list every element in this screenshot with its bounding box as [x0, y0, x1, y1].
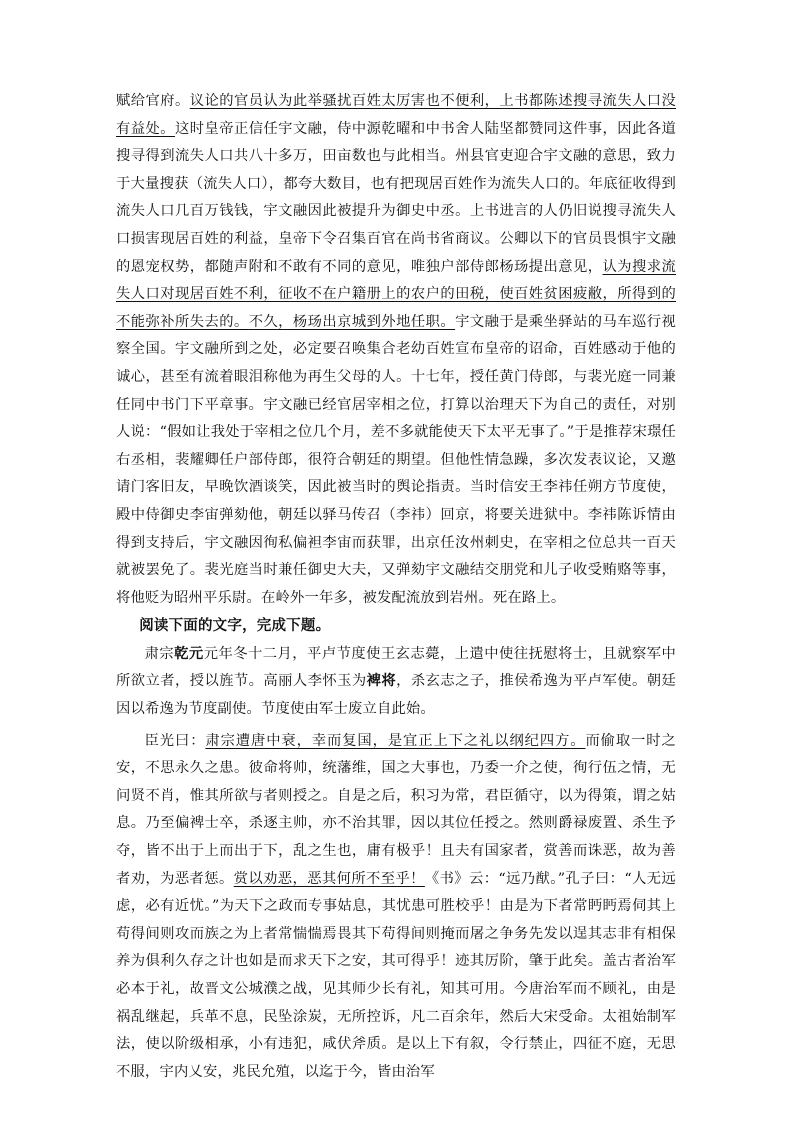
bold-term-pijiang: 裨将: [366, 673, 397, 690]
underlined-sentence-4: 肃宗遭唐中衰，幸而复国，是宜正上下之礼以纲纪四方。: [205, 732, 586, 749]
bold-term-qianyuan: 乾元: [174, 645, 204, 662]
text-run: 臣光曰：: [144, 732, 206, 749]
underlined-sentence-3: 不久，杨玚出京城到外地任职。: [248, 313, 456, 330]
text-run: 肃宗: [144, 645, 175, 662]
text-run: 元年冬十二月，平卢节度使王玄志薨，上遣中使往抚慰将士，且就察军中所欲立者，授以旌节。高丽人李怀玉为: [116, 645, 676, 690]
translation-paragraph: [116, 88, 676, 612]
underlined-sentence-5: 赏以劝恶，恶其何所不至乎！: [233, 870, 425, 887]
underlined-sentence-1: 议论的官员认为此举骚扰百姓太厉害也不便利，上书都陈述搜寻流失人口没有益处。: [116, 93, 676, 137]
underlined-sentence-2: 认为搜求流失人口对现居百姓不利，征收不在户籍册上的农户的田税，使百姓贫困疲敝，所得到的不能弥补所失去的。: [116, 258, 677, 330]
text-run: 赋给官府。: [116, 93, 190, 109]
classical-paragraph-1: [116, 641, 676, 724]
text-run: 《书》云：“远乃猷。”孔子曰：“人无远虑，必有近忧。”为天下之政而专事姑息，其忧患可胜校乎！由是为下者常眄眄焉伺其上苟得间则攻而族之为上者常惴惴焉畏其下苟得间则掩而屠之争务先发以逞其志非有相保养为俱利久存之计也如是而求天下之安，其可得乎！迹其厉阶，肇于此矣。盖古者治军必本于礼，故晋文公城濮之战，见其师少长有礼，知其可用。今唐治军而不顾礼，由是祸乱继起，兵革不息，民坠涂炭，无所控诉，凡二百余年，然后大宋受命。太祖始制军法，使以阶级相承，小有违犯，咸伏斧质。是以上下有叙，令行禁止，四征不庭，无思不服，宇内乂安，兆民允殖，以迄于今，皆由治军: [116, 870, 676, 1080]
text-run: 宇文融于是乘坐驿站的马车巡行视察全国。宇文融所到之处，必定要召唤集合老幼百姓宣布皇帝的诏命，百姓感动于他的诚心，甚至有流着眼泪称他为再生父母的人。十七年，授任黄门侍郎，与裴光庭一同兼任同中书门下平章事。宇文融已经官居宰相之位，打算以治理天下为自己的责任，对别人说：“假如让我处于宰相之位几个月，差不多就能使天下太平无事了。”于是推荐宋璟任右丞相，裴耀卿任户部侍郎，很符合朝廷的期望。但他性情急躁，多次发表议论，又邀请门客旧友，早晚饮酒谈笑，因此被当时的舆论指责。当时信安王李祎任朔方节度使，殿中侍御史李宙弹劾他，朝廷以驿马传召（李祎）回京，将要关进狱中。李祎陈诉情由得到支持后，宇文融因徇私偏袒李宙而获罪，出京任汝州刺史，在宰相之位总共一百天就被罢免了。裴光庭当时兼任御史大夫，又弹劾宇文融结交朋党和儿子收受贿赂等事，将他贬为昭州平乐尉。在岭外一年多，被发配流放到岩州。死在路上。: [116, 313, 676, 606]
text-run: ，杀玄志之子，推侯希逸为平卢军使。朝廷因以希逸为节度副使。节度使由军士废立自此始。: [116, 673, 676, 718]
question-heading: 阅读下面的文字，完成下题。: [139, 618, 331, 635]
document-page: [116, 88, 676, 1086]
text-run: 而偷取一时之安，不思永久之患。彼命将帅，统藩维，国之大事也，乃委一介之使，徇行伍之情，无问贤不肖，惟其所欲与者则授之。自是之后，积习为常，君臣循守，以为得策，谓之姑息。乃至偏裨士卒，杀逐主帅，亦不治其罪，因以其位任授之。然则爵禄废置、杀生予夺，皆不出于上而出于下，乱之生也，庸有极乎！且夫有国家者，赏善而诛恶，故为善者劝，为恶者惩。: [116, 732, 676, 887]
text-run: 这时皇帝正信任宇文融，侍中源乾曜和中书舍人陆坚都赞同这件事，因此各道搜寻得到流失人口共八十多万，田亩数也与此相当。州县官吏迎合宇文融的意思，致力于大量搜获（流失人口），都夸大数目，也有把现居百姓作为流失人口的。年底征收得到流失人口几百万钱钱，宇文融因此被提升为御史中丞。上书进言的人仍旧说搜寻流失人口损害现居百姓的利益，皇帝下令召集百官在尚书省商议。公卿以下的官员畏惧宇文融的恩宠权势，都随声附和不敢有不同的意见，唯独户部侍郎杨玚提出意见，: [116, 120, 676, 275]
classical-paragraph-2: [116, 728, 676, 1087]
